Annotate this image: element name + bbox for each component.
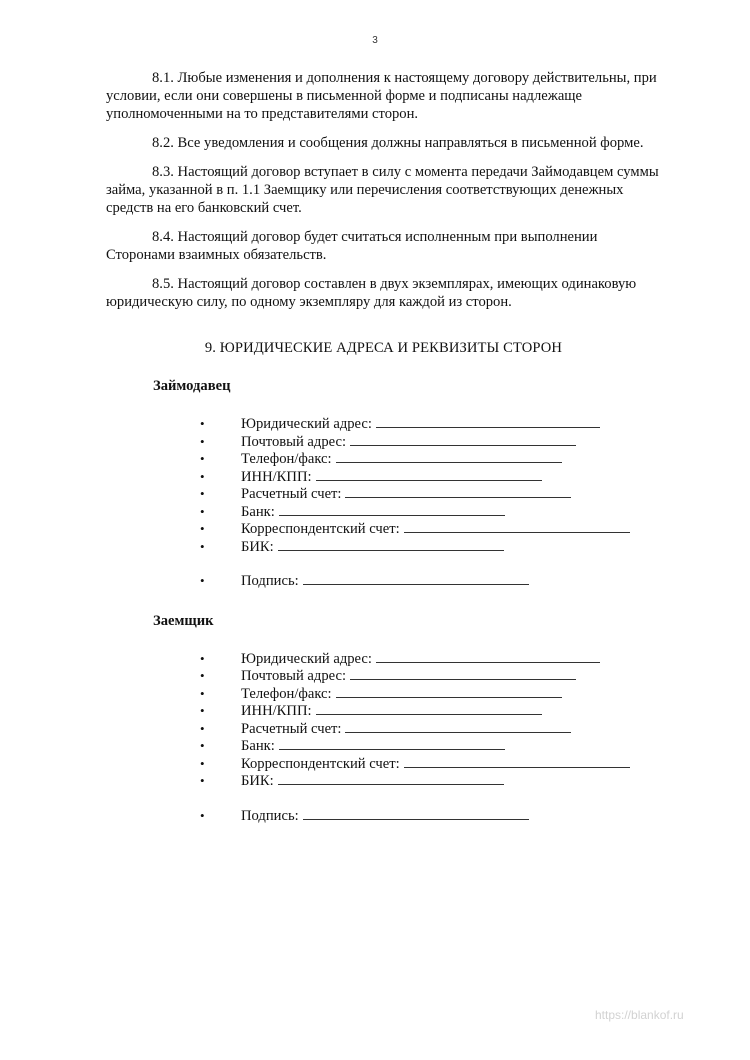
legal-address-input[interactable] xyxy=(376,650,600,663)
bullet-icon: • xyxy=(200,538,205,554)
bullet-icon: • xyxy=(200,668,205,683)
party-borrower xyxy=(106,612,661,825)
field-label: Подпись: xyxy=(241,573,299,589)
signature-input[interactable] xyxy=(303,807,529,820)
field-label: Телефон/факс: xyxy=(241,685,332,702)
bullet-icon: • xyxy=(200,451,205,466)
phone-fax-input[interactable] xyxy=(336,450,562,463)
bullet-icon: • xyxy=(200,755,205,771)
settlement-account-input[interactable] xyxy=(345,720,571,733)
field-label: Почтовый адрес: xyxy=(241,668,347,684)
bullet-icon: • xyxy=(200,486,205,501)
field-bik xyxy=(106,538,661,556)
bullet-icon: • xyxy=(200,503,205,519)
page-number: 3 xyxy=(372,35,378,46)
paragraph-8-5: 8.5. Настоящий договор составлен в двух экземплярах, имеющих одинаковую юридическую силу, по одному экземпляру для каждой из сторон. xyxy=(106,276,637,310)
paragraph-8-2: 8.2. Все уведомления и сообщения должны направляться в письменной форме. xyxy=(152,135,644,151)
bank-input[interactable] xyxy=(279,737,505,750)
inn-kpp-input[interactable] xyxy=(316,702,542,715)
field-label: Подпись: xyxy=(241,807,299,824)
bullet-icon: • xyxy=(200,773,205,788)
field-signature xyxy=(106,807,661,825)
field-legal-address xyxy=(106,415,661,433)
field-bik xyxy=(106,772,661,790)
field-label: Телефон/факс: xyxy=(241,451,332,467)
bullet-icon: • xyxy=(200,650,205,666)
field-label: БИК: xyxy=(241,773,274,789)
field-signature xyxy=(106,572,661,590)
field-postal-address xyxy=(106,667,661,685)
field-list xyxy=(106,650,661,825)
field-label: Банк: xyxy=(241,738,275,754)
field-inn-kpp xyxy=(106,702,661,720)
field-label: Корреспондентский счет: xyxy=(241,521,400,537)
party-title: Заемщик xyxy=(153,612,214,629)
field-postal-address xyxy=(106,433,661,451)
legal-address-input[interactable] xyxy=(376,415,600,428)
signature-input[interactable] xyxy=(303,572,529,585)
field-correspondent-account xyxy=(106,755,661,773)
bullet-icon: • xyxy=(200,685,205,701)
field-phone-fax xyxy=(106,685,661,703)
bullet-icon: • xyxy=(200,807,205,823)
field-phone-fax xyxy=(106,450,661,468)
settlement-account-input[interactable] xyxy=(345,485,571,498)
paragraph-8-1: 8.1. Любые изменения и дополнения к настоящему договору действительны, при условии, если они совершены в письменной форме и подписаны надлежаще уполномоченными на то представителями сторон. xyxy=(106,70,657,122)
field-label: БИК: xyxy=(241,538,274,555)
field-correspondent-account xyxy=(106,520,661,538)
paragraph-8-4: 8.4. Настоящий договор будет считаться исполненным при выполнении Сторонами взаимных обязательств. xyxy=(106,229,598,263)
field-label: ИНН/КПП: xyxy=(241,468,312,485)
field-bank xyxy=(106,737,661,755)
paragraph-8-3: 8.3. Настоящий договор вступает в силу с момента передачи Займодавцем суммы займа, указанной в п. 1.1 Заемщику или перечисления соответствующих денежных средств на его банковский счет. xyxy=(106,164,659,216)
bullet-icon: • xyxy=(200,521,205,536)
field-legal-address xyxy=(106,650,661,668)
section-title: 9. ЮРИДИЧЕСКИЕ АДРЕСА И РЕКВИЗИТЫ СТОРОН xyxy=(204,340,563,356)
field-label: Расчетный счет: xyxy=(241,720,342,737)
party-title: Займодавец xyxy=(153,378,231,394)
field-list xyxy=(106,415,661,590)
correspondent-account-input[interactable] xyxy=(404,755,630,768)
bik-input[interactable] xyxy=(278,772,504,785)
field-label: Почтовый адрес: xyxy=(241,433,347,450)
correspondent-account-input[interactable] xyxy=(404,520,630,533)
field-label: Банк: xyxy=(241,503,275,520)
field-label: Расчетный счет: xyxy=(241,486,342,502)
inn-kpp-input[interactable] xyxy=(316,468,542,481)
phone-fax-input[interactable] xyxy=(336,685,562,698)
field-inn-kpp xyxy=(106,468,661,486)
bullet-icon: • xyxy=(200,468,205,484)
field-settlement-account xyxy=(106,485,661,503)
field-label: Юридический адрес: xyxy=(241,650,372,667)
watermark-link: https://blankof.ru xyxy=(595,1008,684,1022)
bank-input[interactable] xyxy=(279,503,505,516)
bullet-icon: • xyxy=(200,573,205,588)
bullet-icon: • xyxy=(200,738,205,753)
bullet-icon: • xyxy=(200,703,205,718)
document-body xyxy=(106,69,661,846)
bullet-icon: • xyxy=(200,720,205,736)
field-label: ИНН/КПП: xyxy=(241,703,312,719)
postal-address-input[interactable] xyxy=(350,433,576,446)
field-settlement-account xyxy=(106,720,661,738)
party-lender xyxy=(106,377,661,590)
field-bank xyxy=(106,503,661,521)
bullet-icon: • xyxy=(200,433,205,449)
field-label: Юридический адрес: xyxy=(241,416,372,432)
postal-address-input[interactable] xyxy=(350,667,576,680)
field-label: Корреспондентский счет: xyxy=(241,755,400,772)
bullet-icon: • xyxy=(200,416,205,431)
bik-input[interactable] xyxy=(278,538,504,551)
